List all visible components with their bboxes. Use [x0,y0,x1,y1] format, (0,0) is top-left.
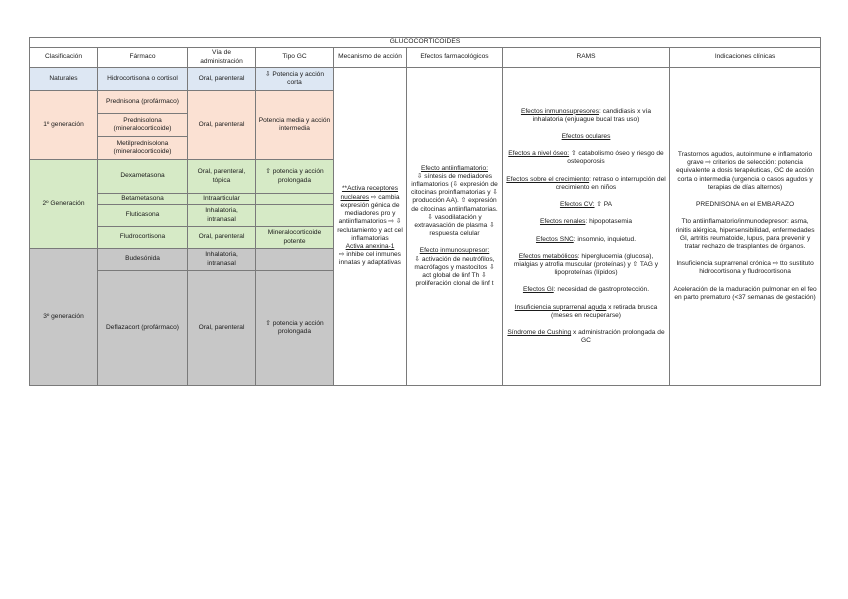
type-fluticasona [256,205,334,227]
header-indicaciones: Indicaciones clínicas [670,48,821,68]
efectos-cell [407,68,503,386]
mecanismo-genica: ⇨ cambia expresión génica de mediadores pro y antiinflamatorios ⇨ ⇩ reclutamiento y act cel inflamatorias [337,193,403,242]
group-gen3: 3º generación [30,249,98,386]
mecanismo-receptores: **Activa receptores nucleares [340,185,399,201]
type-deflazacort: ⇧ potencia y acción prolongada [256,271,334,386]
drug-prednisolona: Prednisolona (mineralocorticoide) [98,114,188,137]
route-betametasona: Intraarticular [188,194,256,205]
route-budesonida: Inhalatoria, intranasal [188,249,256,271]
drug-deflazacort: Deflazacort (profármaco) [98,271,188,386]
efecto-antiinflamatorio-heading: Efecto antiinflamatorio: [420,164,489,172]
indicacion-tto: Tto antiinflamatorio/inmunodepresor: asma, rinitis alérgica, hipersensibilidad, enfermedades GI, artritis reumatoide, lupus, para prevenir y tratar rechazo de trasplantes de órganos. [675,218,815,250]
route-gen1: Oral, parenteral [188,91,256,160]
rams-oseo-text: ⇧ catabolismo óseo y riesgo de osteoporosis [567,150,664,166]
rams-oculares-heading: Efectos oculares [561,133,611,141]
rams-cell [503,68,670,386]
route-fludrocortisona: Oral, parenteral [188,227,256,249]
mecanismo-anexina: Activa anexina-1 [345,242,395,250]
group-gen1: 1º generación [30,91,98,160]
type-hidrocortisona: ⇩ Potencia y acción corta [256,68,334,91]
rams-inmunosupresores-text: : candidiasis x vía inhalatoria (enjuague bucal tras uso) [532,107,652,123]
rams-renales-text: : hipopotasemia [585,218,632,226]
header-efectos: Efectos farmacológicos [407,48,503,68]
type-gen1: Potencia media y acción intermedia [256,91,334,160]
indicacion-insuficiencia: Insuficiencia suprarrenal crónica ⇨ tto sustituto hidrocortisona y fludrocortisona [676,260,814,276]
indicacion-trastornos: Trastornos agudos, autoinmune e inflamatorio grave ⇨ criterios de selección: potencia equivalente a dosis terapéuticas, GC de acción corta o intermedia (urgencia o casos agudos y terapias de días alternos) [676,151,814,191]
efecto-inmunosupresor-text: ⇩ activación de neutrófilos, macrófagos y mastocitos ⇩ act global de linf Th ⇩ proliferación clonal de linf t [414,255,495,288]
drug-budesonida: Budesónida [98,249,188,271]
table-row [30,68,821,91]
route-fluticasona: Inhalatoria, intranasal [188,205,256,227]
header-via: Vía de administración [188,48,256,68]
indicacion-embarazo: PREDNISONA en el EMBARAZO [695,201,795,209]
header-mecanismo: Mecanismo de acción [334,48,407,68]
route-dexametasona: Oral, parenteral, tópica [188,160,256,194]
rams-insuficiencia-text: x retirada brusca (meses en recuperarse) [551,303,658,319]
type-fludrocortisona: Mineralocorticoide potente [256,227,334,249]
rams-cv-text: ⇧ PA [594,201,613,209]
rams-metabolicos-text: : hiperglucemia (glucosa), mialgias y atrofia muscular (proteínas) y ⇧ TAG y lipoproteínas (lípidos) [513,252,659,277]
drug-hidrocortisona: Hidrocortisona o cortisol [98,68,188,91]
rams-inmunosupresores-heading: Efectos inmunosupresores [520,107,600,115]
rams-oseo-heading: Efectos a nivel óseo: [508,150,570,158]
glucocorticoides-table [29,37,821,386]
drug-fluticasona: Fluticasona [98,205,188,227]
rams-metabolicos-heading: Efectos metabólicos [518,252,578,260]
efecto-inmunosupresor-heading: Efecto inmunosupresor: [419,247,490,255]
drug-dexametasona: Dexametasona [98,160,188,194]
rams-crecimiento-text: : retraso o interrupción del crecimiento en niños [555,175,666,191]
drug-metilprednisolona: Metilprednisolona (mineralocorticoide) [98,137,188,160]
rams-insuficiencia-heading: Insuficiencia suprarrenal aguda [514,303,607,311]
header-farmaco: Fármaco [98,48,188,68]
rams-crecimiento-heading: Efectos sobre el crecimiento [506,175,590,183]
rams-cushing-heading: Síndrome de Cushing [507,328,572,336]
mecanismo-cell [334,68,407,386]
header-rams: RAMS [503,48,670,68]
header-clasificacion: Clasificación [30,48,98,68]
rams-cushing-text: x administración prolongada de GC [571,328,665,345]
efecto-antiinflamatorio-text: ⇩ síntesis de mediadores inflamatorios (⇩ expresión de citocinas proinflamatorias y ⇩ producción AA). ⇧ expresión de citocinas antiinflamatorias. ⇩ vasodilatación y extravasación de plasma ⇩ respuesta celular [411,172,498,238]
group-naturales: Naturales [30,68,98,91]
drug-fludrocortisona: Fludrocortisona [98,227,188,249]
rams-gi-heading: Efectos GI [522,286,554,294]
type-budesonida [256,249,334,271]
drug-prednisona: Prednisona (profármaco) [98,91,188,114]
route-hidrocortisona: Oral, parenteral [188,68,256,91]
type-dexametasona: ⇧ potencia y acción prolongada [256,160,334,194]
rams-cv-heading: Efectos CV: [559,201,595,209]
group-gen2: 2º Generación [30,160,98,249]
type-betametasona [256,194,334,205]
mecanismo-inhibe: ⇨ inhibe cel inmunes innatas y adaptativas [339,251,401,267]
header-row [30,48,821,68]
glucocorticoides-sheet [29,37,820,386]
route-deflazacort: Oral, parenteral [188,271,256,386]
indicacion-maduracion: Aceleración de la maduración pulmonar en el feo en parto prematuro (<37 semanas de gestación) [673,285,817,301]
drug-betametasona: Betametasona [98,194,188,205]
table-title: GLUCOCORTICOIDES [30,38,821,48]
rams-gi-text: : necesidad de gastroprotección. [553,286,650,294]
rams-snc-text: : insomnio, inquietud. [573,235,637,243]
header-tipo: Tipo GC [256,48,334,68]
rams-snc-heading: Efectos SNC [535,235,574,243]
indicaciones-cell [670,68,821,386]
rams-renales-heading: Efectos renales [539,218,586,226]
